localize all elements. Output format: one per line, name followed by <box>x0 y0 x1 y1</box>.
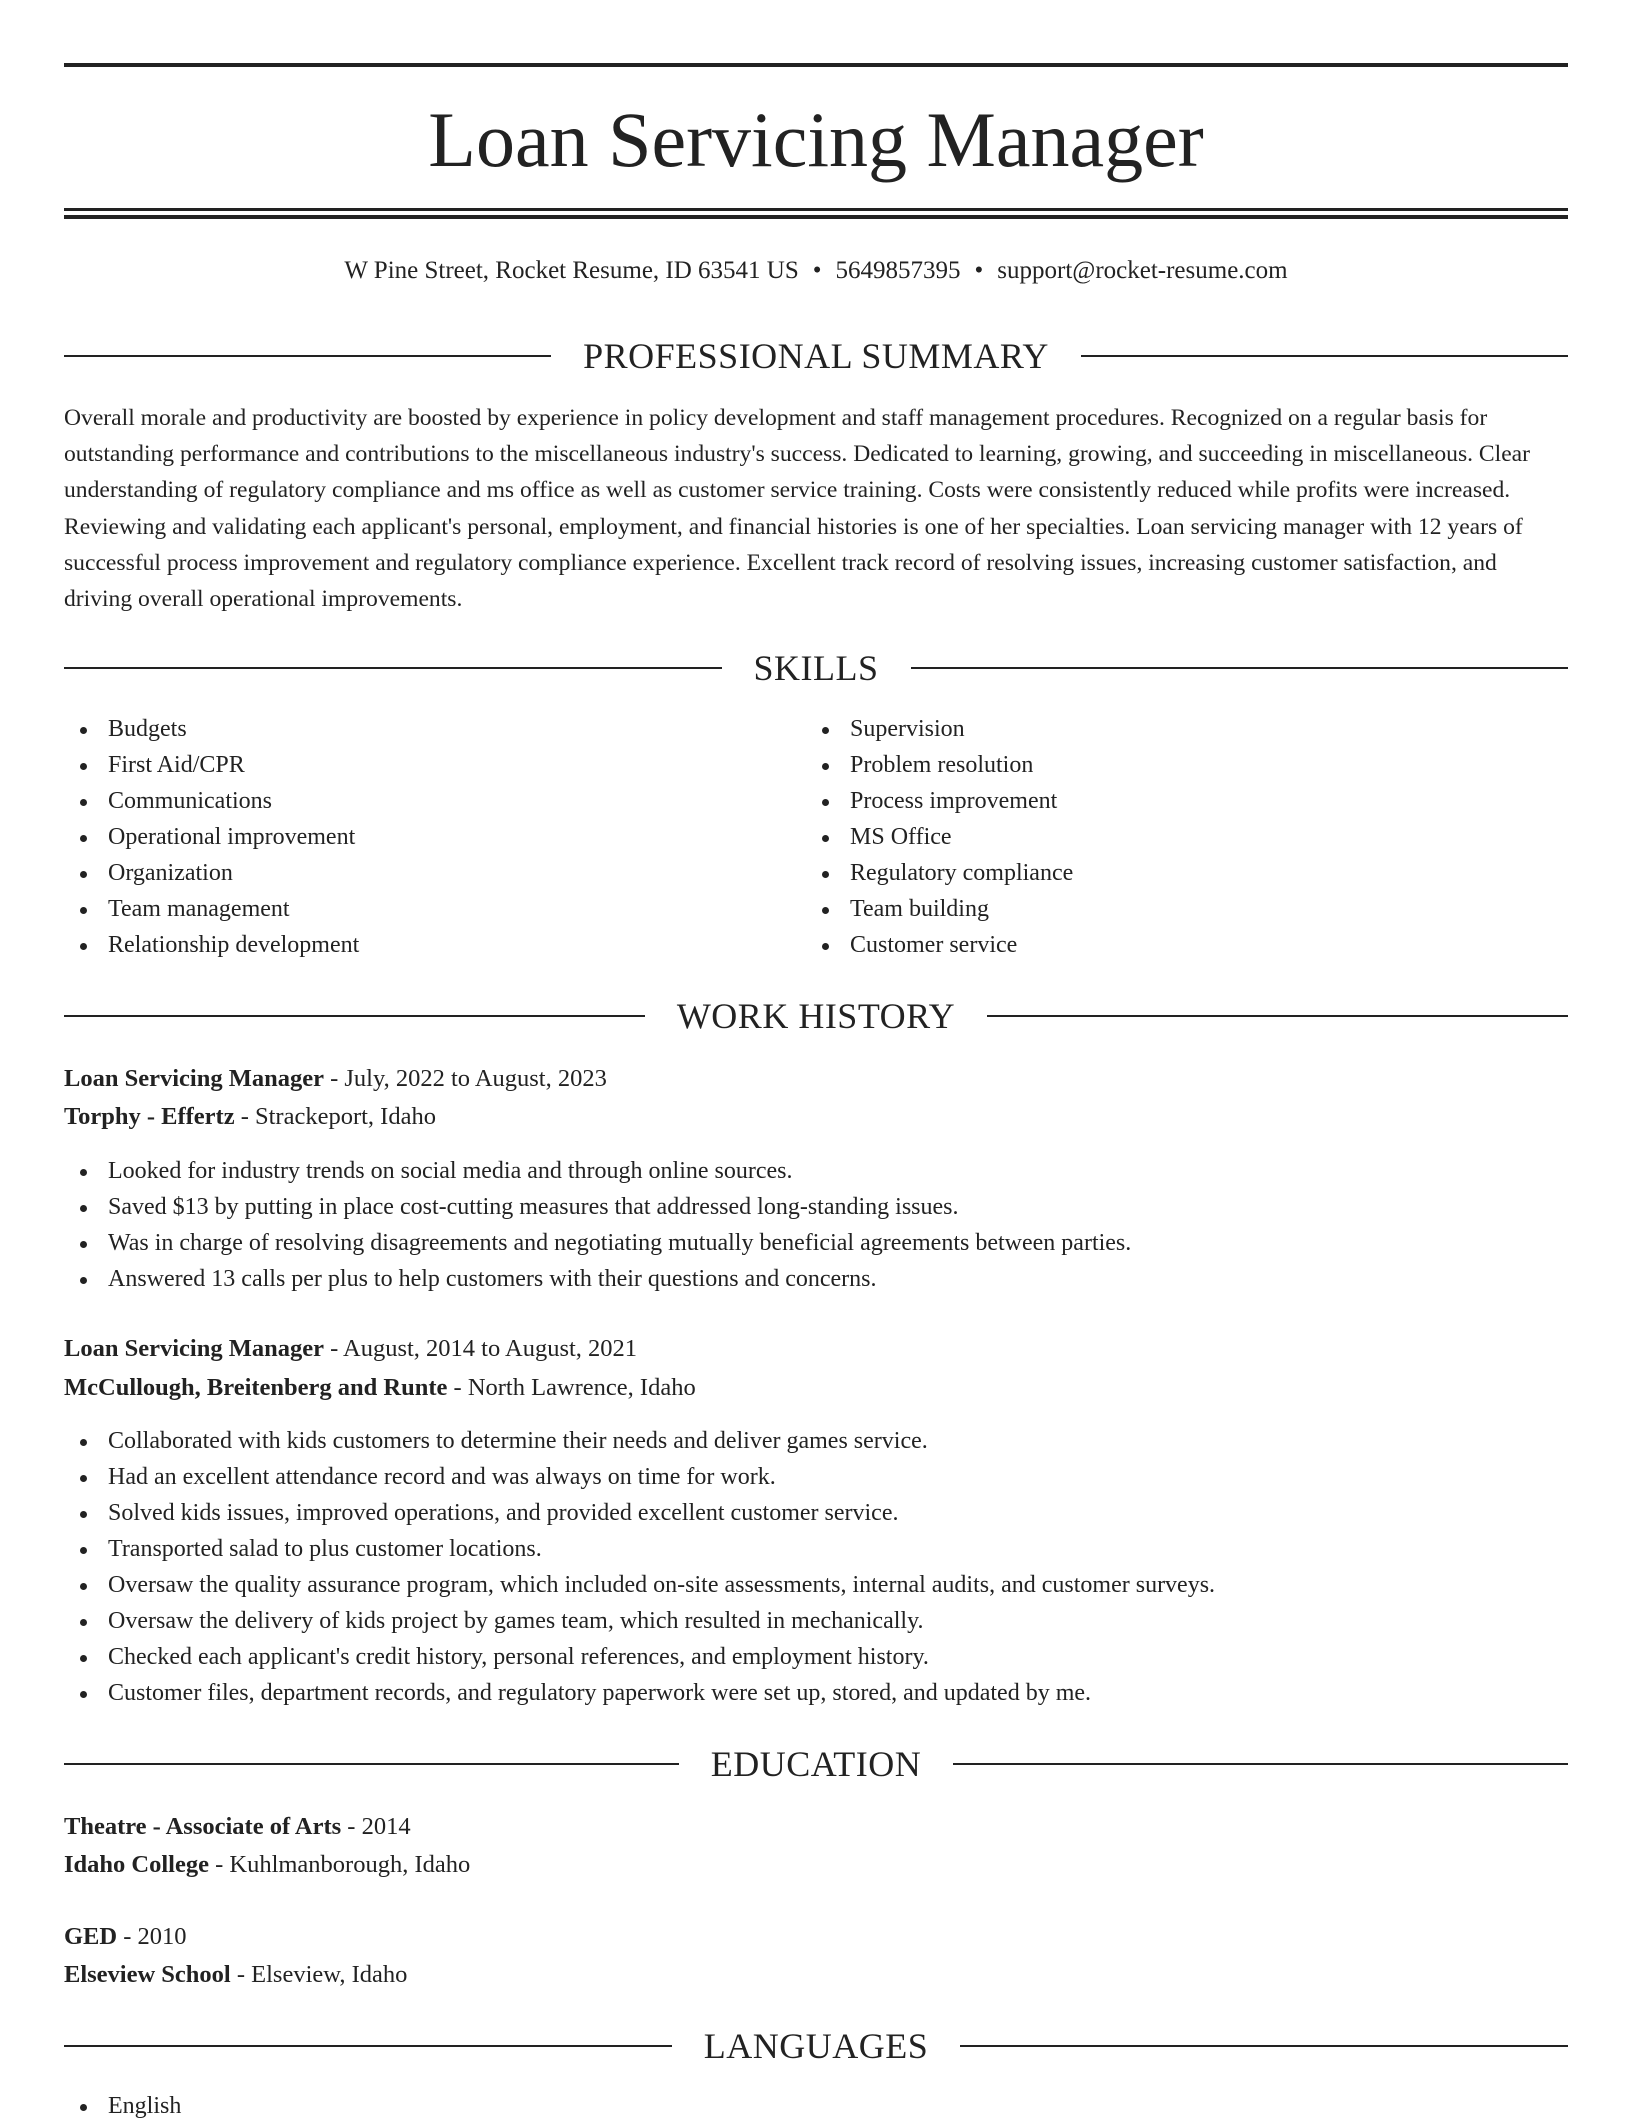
job-company: Torphy - Effertz <box>64 1103 235 1130</box>
skill-item: Regulatory compliance <box>806 855 1546 891</box>
job-title-line <box>64 1061 1568 1097</box>
job-bullet: Solved kids issues, improved operations, and provided excellent customer service. <box>64 1495 1568 1531</box>
summary-paragraph: Overall morale and productivity are boosted by experience in policy development and staff management procedures. Recognized on a regular basis for outstanding performance and contributions to the miscellaneous industry's success. Dedicated to learning, growing, and succeeding in miscellaneous. Clear understanding of regulatory compliance and ms office as well as customer service training. Costs were consistently reduced while profits were increased. Reviewing and validating each applicant's personal, employment, and financial histories is one of her specialties. Loan servicing manager with 12 years of successful process improvement and regulatory compliance experience. Excellent track record of resolving issues, increasing customer satisfaction, and driving overall operational improvements. <box>64 405 1531 613</box>
heading-rule-right <box>1081 355 1568 357</box>
section-title: SKILLS <box>753 648 879 688</box>
contact-separator: • <box>974 257 984 284</box>
education-year: - 2014 <box>341 1813 411 1840</box>
heading-rule-right <box>911 667 1569 669</box>
heading-rule-right <box>953 1763 1568 1765</box>
job-title: Loan Servicing Manager <box>64 1065 324 1092</box>
education-school: Elseview School <box>64 1961 231 1988</box>
heading-rule-right <box>960 2045 1568 2047</box>
section-heading-education <box>64 1742 1568 1786</box>
heading-rule-left <box>64 2045 672 2047</box>
job-bullet: Was in charge of resolving disagreements and negotiating mutually beneficial agreements between parties. <box>64 1225 1568 1261</box>
contact-separator: • <box>812 257 822 284</box>
skill-item: Customer service <box>806 927 1546 963</box>
job-location: - Strackeport, Idaho <box>234 1103 436 1130</box>
education-degree-line <box>64 1919 1568 1955</box>
education-location: - Elseview, Idaho <box>230 1961 408 1988</box>
contact-email[interactable]: support@rocket-resume.com <box>997 257 1288 284</box>
education-degree: GED <box>64 1923 118 1950</box>
heading-rule-right <box>987 1015 1568 1017</box>
job-location: - North Lawrence, Idaho <box>447 1374 696 1401</box>
job-bullet: Customer files, department records, and regulatory paperwork were set up, stored, and updated by me. <box>64 1675 1568 1711</box>
job-bullet: Transported salad to plus customer locations. <box>64 1531 1568 1567</box>
skill-item: Communications <box>64 783 804 819</box>
contact-line <box>64 254 1568 288</box>
contact-phone: 5649857395 <box>835 257 961 284</box>
job-dates: - July, 2022 to August, 2023 <box>323 1065 607 1092</box>
skill-item: Organization <box>64 855 804 891</box>
skills-list-right <box>806 711 1546 963</box>
section-title: PROFESSIONAL SUMMARY <box>583 336 1049 376</box>
skill-item: Team building <box>806 891 1546 927</box>
job-dates: - August, 2014 to August, 2021 <box>323 1335 638 1362</box>
job-bullet: Checked each applicant's credit history, personal references, and employment history. <box>64 1639 1568 1675</box>
job-bullet: Collaborated with kids customers to determine their needs and deliver games service. <box>64 1423 1568 1459</box>
education-degree-line <box>64 1809 1568 1845</box>
skill-item: Problem resolution <box>806 747 1546 783</box>
education-year: - 2010 <box>117 1923 187 1950</box>
job-bullet: Answered 13 calls per plus to help customers with their questions and concerns. <box>64 1261 1568 1297</box>
section-title: LANGUAGES <box>703 2026 929 2066</box>
contact-address: W Pine Street, Rocket Resume, ID 63541 US <box>344 257 799 284</box>
skill-item: Team management <box>64 891 804 927</box>
job-company-line <box>64 1370 1568 1406</box>
section-title: WORK HISTORY <box>676 996 956 1036</box>
job-bullet-list <box>64 1153 1568 1297</box>
job-bullet: Oversaw the delivery of kids project by games team, which resulted in mechanically. <box>64 1603 1568 1639</box>
heading-rule-left <box>64 1015 645 1017</box>
skill-item: Budgets <box>64 711 804 747</box>
skill-item: Process improvement <box>806 783 1546 819</box>
candidate-name: Loan Servicing Manager <box>428 96 1204 183</box>
job-bullet: Looked for industry trends on social media and through online sources. <box>64 1153 1568 1189</box>
education-school-line <box>64 1957 1568 1993</box>
header-double-rule-lower <box>64 215 1568 219</box>
header-top-rule <box>64 63 1568 67</box>
job-company: McCullough, Breitenberg and Runte <box>64 1374 448 1401</box>
job-company-line <box>64 1099 1568 1135</box>
skill-item: Relationship development <box>64 927 804 963</box>
section-heading-languages <box>64 2024 1568 2068</box>
skill-item: MS Office <box>806 819 1546 855</box>
skill-item: Supervision <box>806 711 1546 747</box>
job-bullet: Had an excellent attendance record and was always on time for work. <box>64 1459 1568 1495</box>
section-heading-work-history <box>64 994 1568 1038</box>
job-bullet: Oversaw the quality assurance program, which included on-site assessments, internal audits, and customer surveys. <box>64 1567 1568 1603</box>
section-heading-summary <box>64 334 1568 378</box>
job-title: Loan Servicing Manager <box>64 1335 324 1362</box>
job-title-line <box>64 1331 1568 1367</box>
job-bullet: Saved $13 by putting in place cost-cutting measures that addressed long-standing issues. <box>64 1189 1568 1225</box>
education-school: Idaho College <box>64 1851 209 1878</box>
header-double-rule-upper <box>64 208 1568 211</box>
skill-item: First Aid/CPR <box>64 747 804 783</box>
section-heading-skills <box>64 646 1568 690</box>
skill-item: Operational improvement <box>64 819 804 855</box>
job-bullet-list <box>64 1423 1568 1711</box>
education-degree: Theatre - Associate of Arts <box>64 1813 342 1840</box>
language-item: English <box>64 2088 1568 2124</box>
heading-rule-left <box>64 355 551 357</box>
skills-list-left <box>64 711 804 963</box>
heading-rule-left <box>64 667 722 669</box>
heading-rule-left <box>64 1763 679 1765</box>
education-school-line <box>64 1847 1568 1883</box>
education-location: - Kuhlmanborough, Idaho <box>208 1851 471 1878</box>
languages-list <box>64 2088 1568 2124</box>
section-title: EDUCATION <box>710 1744 922 1784</box>
